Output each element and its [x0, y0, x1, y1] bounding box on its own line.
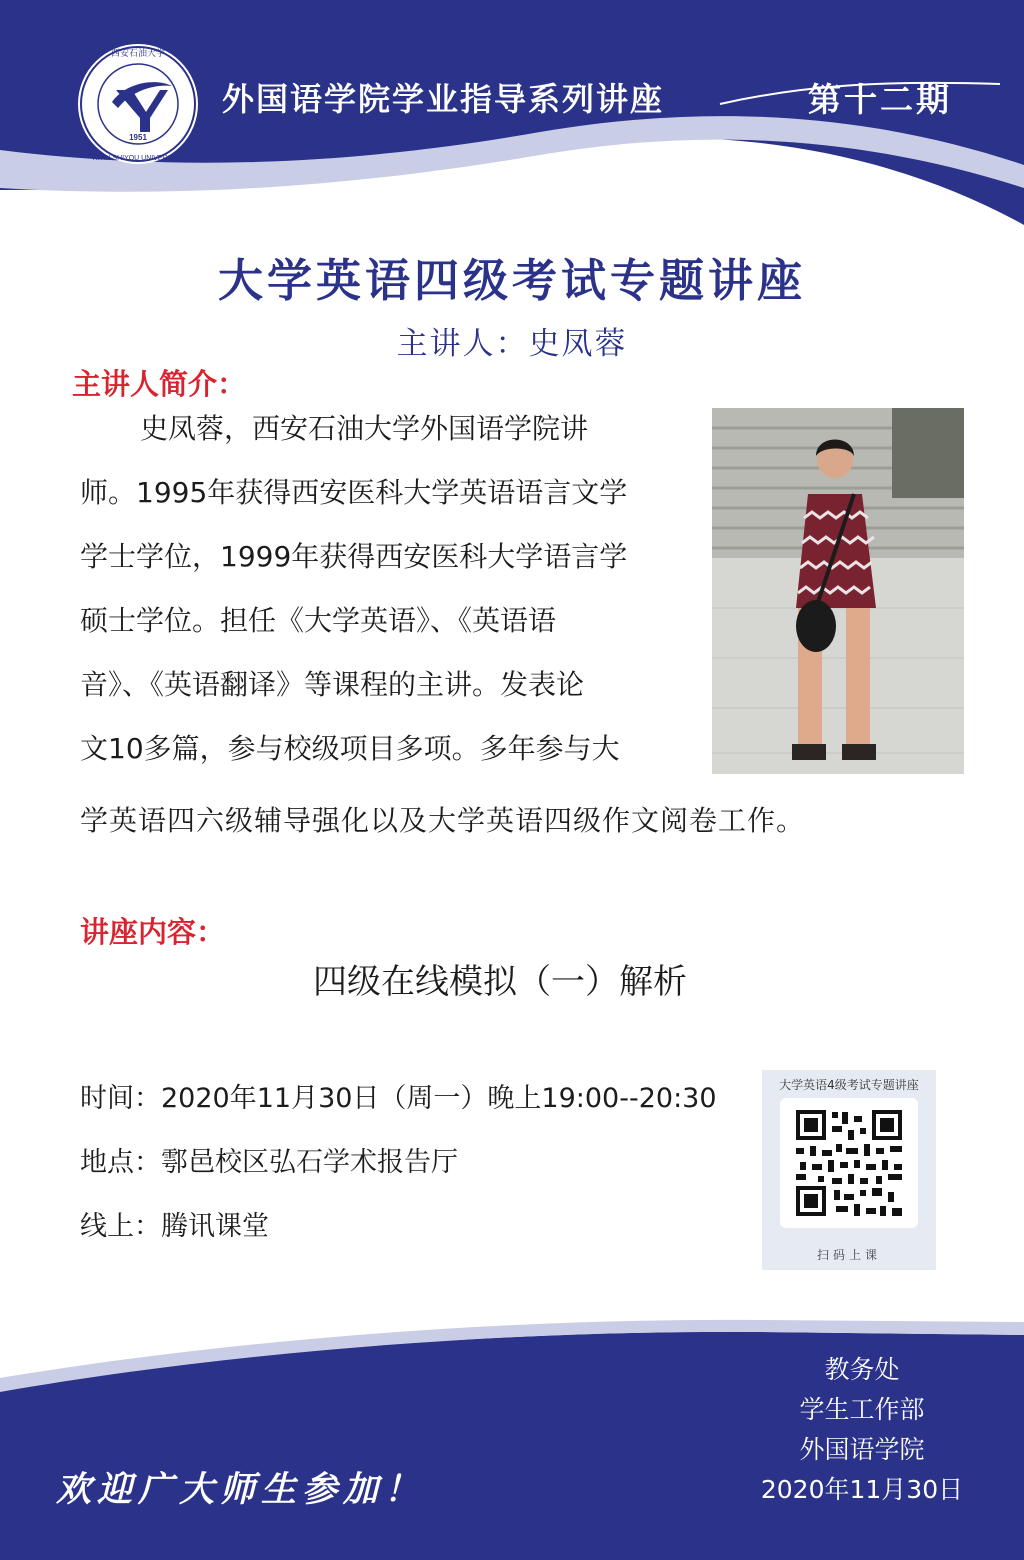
lecture-topic: 四级在线模拟（一）解析 — [313, 962, 687, 1002]
bio-line-6: 文10多篇，参与校级项目多项。多年参与大 — [80, 732, 620, 765]
qr-card[interactable] — [762, 1070, 936, 1270]
bio-line-5: 音》、《英语翻译》等课程的主讲。发表论 — [80, 668, 585, 701]
series-title: 外国语学院学业指导系列讲座 — [222, 80, 665, 118]
issue-number: 第十二期 — [808, 80, 952, 119]
bio-line-7: 学英语四六级辅导强化以及大学英语四级作文阅卷工作。 — [80, 804, 806, 837]
seal-year: 1951 — [129, 133, 147, 142]
org-line-3: 外国语学院 — [799, 1435, 925, 1464]
university-seal-icon — [76, 42, 200, 166]
speaker-photo — [712, 408, 964, 774]
main-title: 大学英语四级考试专题讲座 — [217, 254, 806, 307]
bio-label: 主讲人简介： — [72, 367, 247, 401]
welcome-text: 欢迎广大师生参加！ — [56, 1469, 426, 1510]
content-label: 讲座内容： — [80, 915, 226, 949]
info-location: 地点：鄠邑校区弘石学术报告厅 — [80, 1147, 458, 1178]
info-time: 时间：2020年11月30日（周一）晚上19:00--20:30 — [80, 1083, 717, 1114]
qr-code-icon[interactable] — [780, 1098, 918, 1228]
bio-line-1: 史凤蓉，西安石油大学外国语学院讲 — [140, 412, 589, 445]
bio-line-3: 学士学位，1999年获得西安医科大学语言学 — [80, 540, 628, 573]
qr-panel — [780, 1098, 918, 1228]
bio-line-4: 硕士学位。担任《大学英语》、《英语语 — [80, 604, 557, 637]
seal-ring-text-en: XI'AN SHIYOU UNIVERSITY — [92, 155, 184, 162]
speaker-line: 主讲人：史凤蓉 — [396, 326, 628, 362]
bio-line-2: 师。1995年获得西安医科大学英语语言文学 — [80, 476, 628, 509]
footer-date: 2020年11月30日 — [760, 1475, 964, 1504]
info-online: 线上：腾讯课堂 — [80, 1211, 269, 1242]
org-line-1: 教务处 — [824, 1355, 900, 1384]
org-line-2: 学生工作部 — [799, 1395, 925, 1424]
qr-caption: 扫码上课 — [816, 1248, 881, 1262]
seal-ring-text-cn: 西安石油大学 — [110, 49, 166, 59]
qr-title: 大学英语4级考试专题讲座 — [779, 1078, 919, 1092]
